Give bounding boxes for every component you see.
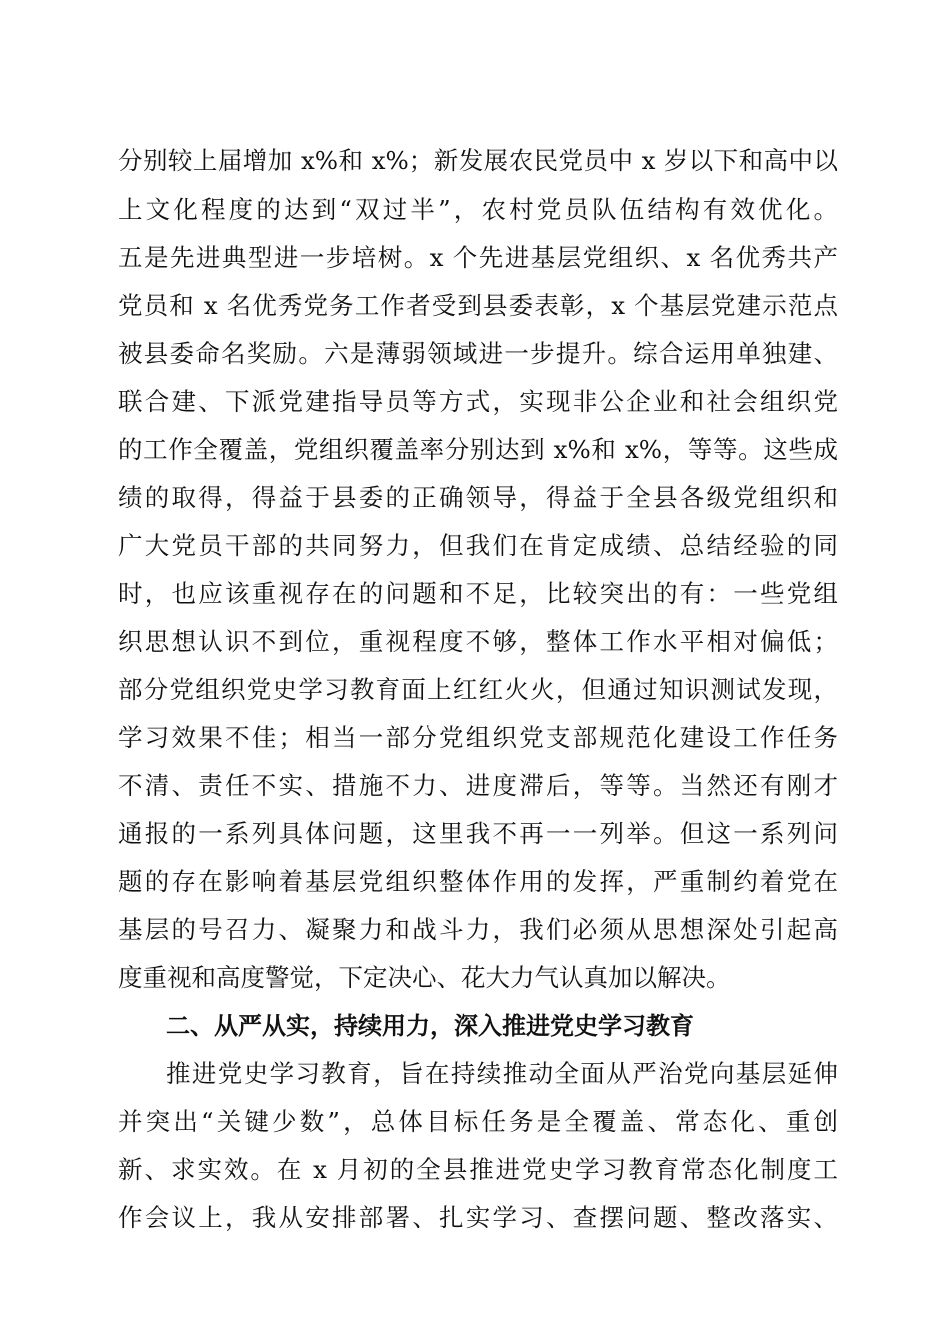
body-text-line: 基层的号召力、凝聚力和战斗力，我们必须从思想深处引起高	[118, 915, 838, 944]
body-text-line: 分别较上届增加 x%和 x%；新发展农民党员中 x 岁以下和高中以	[118, 146, 838, 175]
body-text-line: 通报的一系列具体问题，这里我不再一一列举。但这一系列问	[118, 819, 838, 848]
body-text-line: 并突出“关键少数”，总体目标任务是全覆盖、常态化、重创	[118, 1107, 838, 1136]
body-text-line: 五是先进典型进一步培树。x 个先进基层党组织、x 名优秀共产	[118, 243, 838, 272]
body-text-line: 部分党组织党史学习教育面上红红火火，但通过知识测试发现，	[118, 675, 838, 704]
body-text-line: 题的存在影响着基层党组织整体作用的发挥，严重制约着党在	[118, 867, 838, 896]
body-text-line: 的工作全覆盖，党组织覆盖率分别达到 x%和 x%，等等。这些成	[118, 435, 838, 464]
body-text-line: 时，也应该重视存在的问题和不足，比较突出的有：一些党组	[118, 579, 838, 608]
body-text-line: 不清、责任不实、措施不力、进度滞后，等等。当然还有刚才	[118, 771, 838, 800]
section-heading: 二、从严从实，持续用力，深入推进党史学习教育	[166, 1012, 694, 1040]
body-text-line: 推进党史学习教育，旨在持续推动全面从严治党向基层延伸	[166, 1059, 838, 1088]
body-text-line: 绩的取得，得益于县委的正确领导，得益于全县各级党组织和	[118, 483, 838, 512]
body-text-line: 联合建、下派党建指导员等方式，实现非公企业和社会组织党	[118, 387, 838, 416]
body-text-line: 学习效果不佳；相当一部分党组织党支部规范化建设工作任务	[118, 723, 838, 752]
body-text-line: 党员和 x 名优秀党务工作者受到县委表彰，x 个基层党建示范点	[118, 291, 838, 320]
body-text-line: 度重视和高度警觉，下定决心、花大力气认真加以解决。	[118, 963, 731, 992]
body-text-line: 被县委命名奖励。六是薄弱领域进一步提升。综合运用单独建、	[118, 339, 838, 368]
body-text-line: 新、求实效。在 x 月初的全县推进党史学习教育常态化制度工	[118, 1155, 838, 1184]
body-text-line: 作会议上，我从安排部署、扎实学习、查摆问题、整改落实、	[118, 1203, 838, 1232]
body-text-line: 织思想认识不到位，重视程度不够，整体工作水平相对偏低；	[118, 627, 838, 656]
body-text-line: 广大党员干部的共同努力，但我们在肯定成绩、总结经验的同	[118, 531, 838, 560]
body-text-line: 上文化程度的达到“双过半”，农村党员队伍结构有效优化。	[118, 195, 838, 224]
